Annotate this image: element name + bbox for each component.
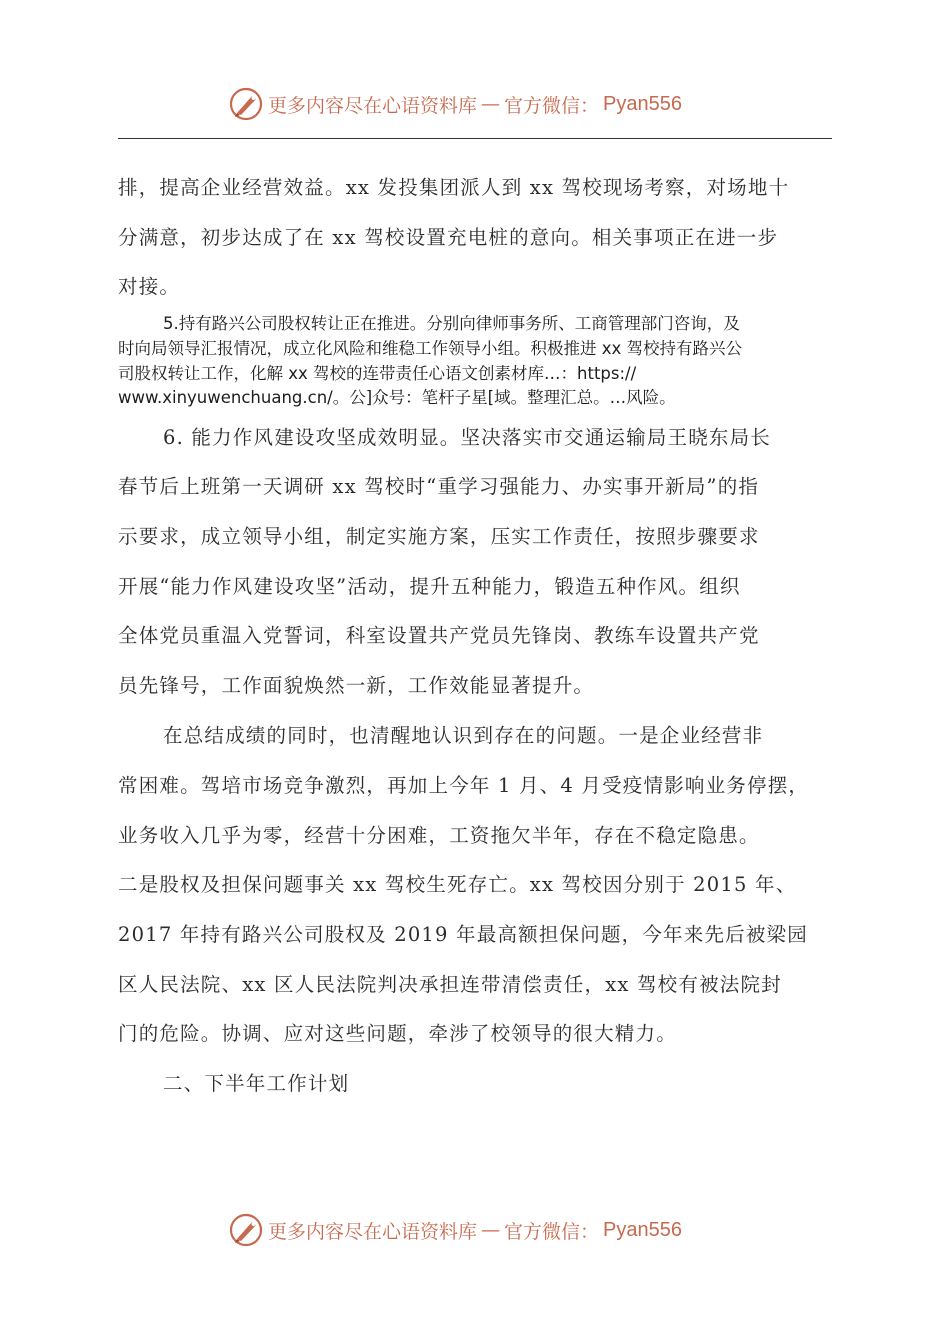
banner-wechat-id: Pyan556 xyxy=(603,1218,682,1241)
body-line: 员先锋号，工作面貌焕然一新，工作效能显著提升。 xyxy=(118,674,595,697)
body-line: 在总结成绩的同时，也清醒地认识到存在的问题。一是企业经营非 xyxy=(163,724,764,747)
banner-main-text: 更多内容尽在心语资料库 xyxy=(268,1220,478,1243)
banner-wechat-id: Pyan556 xyxy=(603,92,682,115)
section-heading: 二、下半年工作计划 xyxy=(163,1072,350,1095)
header-banner xyxy=(228,82,682,126)
banner-wechat-label: 官方微信： xyxy=(504,1220,600,1243)
banner-dash: — xyxy=(481,93,501,115)
body-line: 业务收入几乎为零，经营十分困难，工资拖欠半年，存在不稳定隐患。 xyxy=(118,824,760,847)
body-line: 门的危险。协调、应对这些问题，牵涉了校领导的很大精力。 xyxy=(118,1022,677,1045)
body-line: 春节后上班第一天调研 xx 驾校时“重学习强能力、办实事开新局”的指 xyxy=(118,475,760,498)
body-line: 对接。 xyxy=(118,275,181,298)
body-line: 2017 年持有路兴公司股权及 2019 年最高额担保问题，今年来先后被梁园 xyxy=(118,923,808,946)
pen-logo-icon xyxy=(228,86,264,122)
item5-line: 司股权转让工作，化解 xx 驾校的连带责任心语文创素材库…：https:// xyxy=(118,364,637,383)
body-line: 6. 能力作风建设攻坚成效明显。坚决落实市交通运输局王晓东局长 xyxy=(163,426,772,449)
body-line: 全体党员重温入党誓词，科室设置共产党员先锋岗、教练车设置共产党 xyxy=(118,624,760,647)
banner-wechat-label: 官方微信： xyxy=(504,94,600,117)
item5-line: www.xinyuwenchuang.cn/。公]众号：笔杆子星[域。整理汇总。…风险。 xyxy=(118,388,676,407)
item5-line: 5.持有路兴公司股权转让正在推进。分别向律师事务所、工商管理部门咨询，及 xyxy=(163,314,740,333)
body-line: 二是股权及担保问题事关 xx 驾校生死存亡。xx 驾校因分别于 2015 年、 xyxy=(118,873,797,896)
pen-logo-icon xyxy=(228,1212,264,1248)
header-divider xyxy=(118,138,832,139)
body-line: 常困难。驾培市场竞争激烈，再加上今年 1 月、4 月受疫情影响业务停摆， xyxy=(118,774,810,797)
body-line: 开展“能力作风建设攻坚”活动，提升五种能力，锻造五种作风。组织 xyxy=(118,575,741,598)
body-line: 示要求，成立领导小组，制定实施方案，压实工作责任，按照步骤要求 xyxy=(118,525,760,548)
banner-main-text: 更多内容尽在心语资料库 xyxy=(268,94,478,117)
footer-banner xyxy=(228,1208,682,1252)
body-line: 排，提高企业经营效益。xx 发投集团派人到 xx 驾校现场考察，对场地十 xyxy=(118,176,790,199)
item5-line: 时向局领导汇报情况，成立化风险和维稳工作领导小组。积极推进 xx 驾校持有路兴公 xyxy=(118,339,743,358)
body-line: 分满意，初步达成了在 xx 驾校设置充电桩的意向。相关事项正在进一步 xyxy=(118,226,779,249)
banner-dash: — xyxy=(481,1219,501,1241)
body-line: 区人民法院、xx 区人民法院判决承担连带清偿责任，xx 驾校有被法院封 xyxy=(118,973,782,996)
